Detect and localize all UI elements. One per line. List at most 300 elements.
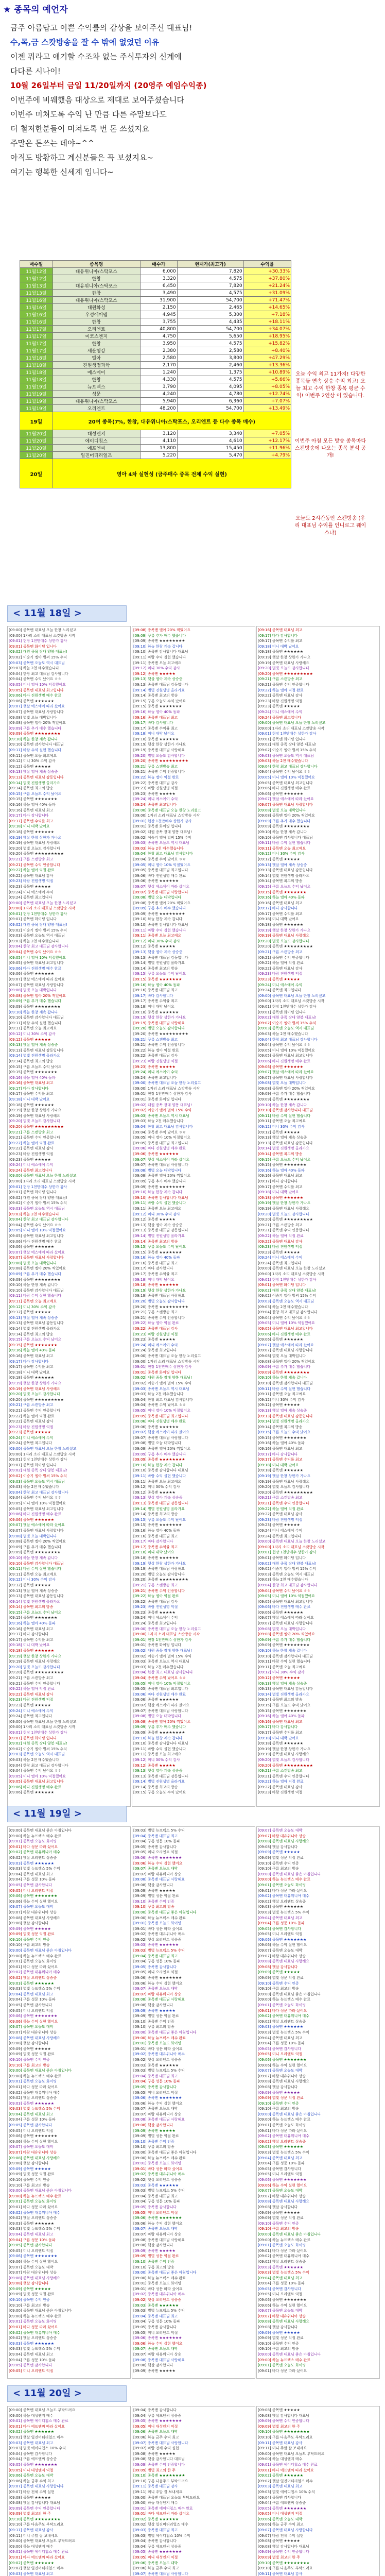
chat-line: [09:17] 바다 감사합니다: [258, 633, 298, 638]
chat-line: [09:02] 이승기 엘아 벌써 15% 수익: [133, 1654, 192, 1658]
chat-line: [09:17] 종목맨 수익률 최고: [9, 1092, 54, 1096]
intro-line: 다다른 시나이!: [10, 66, 61, 76]
chat-line: [09:11] 종목맨 오늘 최고예요: [258, 846, 306, 851]
chat-line: [09:09] 별빛 최고의 한 주: [9, 2512, 51, 2516]
chat-line: [09:13] 종목맨 대표님 감동입니다: [258, 868, 313, 873]
chat-line: [09:01] 바다 성문 따라 샀어요: [9, 2205, 58, 2209]
chat-line: [09:16] 하늘 엘아 40% 돌파: [133, 709, 180, 714]
chat-line: [09:12] 미니 30% 수익 감사: [133, 1757, 180, 1762]
chat-line: [09:09] 별빛 성문 익절 완료: [133, 1894, 179, 1899]
table-cell: 4,110: [140, 437, 177, 445]
table-cell: +12.74%: [243, 391, 291, 398]
table-row: [20, 383, 291, 391]
chat-line: [09:01] 종목맨 화이팅 입니다: [9, 644, 57, 649]
chat-line: [09:00] 종목맨 대표님 좋은 아침입니다: [258, 2112, 321, 2116]
chat-line: [09:14] 별빛 진원생명 올라가요: [9, 1327, 60, 1331]
header-cell: 수익률: [243, 261, 291, 268]
chat-line: [09:20] 종목맨 ★★★★★★★★★: [133, 1031, 188, 1036]
chat-line: [09:17] 종목맨 수익률 최고: [9, 1637, 54, 1642]
chat-line: [09:01] 현장 1천만매수 상한가 감사: [9, 1730, 67, 1735]
table-cell: 13,800: [140, 445, 177, 452]
table-cell: +10.89%: [243, 369, 291, 376]
chat-log: [258, 2408, 377, 2576]
table-cell: 11월17일: [20, 326, 53, 333]
chat-line: [09:08] 별빛 오늘 대박입니다: [9, 1261, 57, 1265]
chat-line: [09:03] 하늘 2천 매수했습니다: [133, 1392, 184, 1397]
chat-line: [09:08] 종목맨 엘아 20% 찍었어요: [9, 993, 66, 998]
chat-line: [09:20] 별빛 오늘도 감사합니다: [258, 666, 309, 671]
chat-line: [09:00] 종목맨 대표님 좋은 아침입니다: [9, 1948, 72, 1953]
chat-line: [09:09] 별빛 최고의 한 주: [258, 2424, 300, 2429]
chat-line: [09:03] 하늘 2천 매수했습니다: [9, 1757, 59, 1762]
chat-line: [09:00] 종목맨 대표님 오늘 한창 노리셨고: [258, 721, 326, 725]
chat-line: [09:21] 구름 스캔방송 최고: [258, 950, 303, 955]
chat-line: [09:19] 햇살 한창 상한가 가나요: [258, 655, 311, 659]
intro-line: 수,목,금 스캇방송을 잘 수 밖에 없었던 이유: [10, 38, 160, 47]
chat-line: [09:01] 종목맨 오늘도 화이팅: [9, 1959, 57, 1964]
chat-line: [09:21] 종목맨 수익 인증합니다: [258, 682, 309, 687]
chat-line: [09:00] 1자리 소리 대표님 스캇방송 시작: [258, 1545, 325, 1549]
chat-line: [09:10] 하늘 한창 계속 갑니다: [133, 644, 183, 649]
chat-line: [09:19] 종목맨 대표님 사랑해요: [133, 1567, 185, 1571]
chat-line: [09:06] 종목맨 ★★★★★★★: [133, 1976, 182, 1980]
chat-line: [09:04] 종목맨 수익 났어요 ㅎㅎ: [133, 1403, 186, 1408]
chat-line: [09:00] 하늘 대성엔지 매수: [9, 2413, 54, 2418]
chat-line: [09:05] 미니 대성엔지 익절: [133, 2555, 178, 2560]
chat-line: [09:00] 종목맨 대표님 오늘 한창 노리셨고: [9, 1719, 77, 1724]
chat-line: [09:03] 별빛 뉴프렉스 5% 수익: [258, 1910, 309, 1914]
chat-line: [09:12] 종목맨 ★★★★★: [133, 671, 176, 676]
chat-line: [09:07] 바람 대유위니아 상승: [9, 2030, 57, 2035]
chat-log: [9, 628, 128, 1804]
table-cell: 2,580: [140, 354, 177, 362]
header-cell: 매수가: [140, 261, 177, 268]
chat-line: [09:03] 종목맨 오늘도 역시 대표님: [133, 841, 189, 845]
chat-line: [09:07] 종목맨 오늘도 대박: [258, 1828, 303, 1833]
chat-line: [09:10] 구름 최고의 방송: [258, 2347, 299, 2351]
chat-line: [09:03] 별빛 뉴프렉스 5% 수익: [9, 2347, 60, 2351]
chat-line: [09:12] 종목맨 ★★★★★: [133, 944, 176, 949]
table-cell: 2,380: [140, 347, 177, 354]
chat-line: [09:09] 종목맨 ★★★★★★★★: [133, 639, 185, 643]
chat-line: [09:08] 종목맨 대표님 사랑해요: [9, 2156, 60, 2160]
chat-line: [09:04] 한창 최고 대표님 감사합니다: [258, 764, 318, 769]
chat-line: [09:18] 미니 대박 났어요: [133, 1550, 174, 1555]
chat-line: [09:20] 종목맨 ★★★★★★★★★: [133, 1304, 188, 1309]
chat-line: [09:01] 종목맨 오늘도 화이팅: [258, 2243, 306, 2248]
table-cell: +5.66%: [243, 376, 291, 383]
table-cell: +13.49%: [243, 405, 291, 412]
chat-line: [09:17] 종목맨 수익률 최고: [258, 1458, 303, 1462]
chat-line: [09:05] 종목맨 ★★★★★★★: [9, 2462, 58, 2467]
chat-line: [09:04] 종목맨 수익 났어요 ㅎㅎ: [133, 1130, 186, 1134]
chat-line: [09:13] 햇살 엘아 계속 상승중: [9, 1043, 58, 1047]
chat-line: [09:08] 종목맨 엘아 20% 찍었어요: [9, 1539, 66, 1544]
chat-line: [09:04] 구름 성문 10% 돌파: [258, 2041, 305, 2046]
chat-line: [09:07] 바람 전체 수익 실현: [258, 2533, 304, 2538]
chat-line: [09:18] 종목맨 ★★★★★★: [133, 1283, 179, 1287]
table-cell: +8.40%: [243, 347, 291, 354]
table-cell: 1,375: [177, 369, 243, 376]
table-cell: 세운행강: [52, 347, 140, 354]
chat-line: [09:11] 바람 수익 실현 했습니다: [133, 928, 186, 933]
chat-line: [09:01] 종목맨 오늘도 화이팅: [133, 1921, 182, 1926]
chat-line: [09:22] 종목맨 대표님 감사: [9, 873, 54, 878]
chat-line: [09:20] 별빛 오늘도 감사합니다: [133, 753, 185, 758]
chat-line: [09:11] 종목맨 오늘 최고예요: [9, 1299, 57, 1304]
chat-line: [09:21] 종목맨 수익 인증합니다: [9, 1681, 60, 1686]
table-cell: 11월18일: [20, 369, 53, 376]
chat-line: [09:21] 종목맨 수익 인증합니다: [258, 1774, 309, 1778]
chat-line: [09:08] 별빛 오늘 대박입니다: [9, 715, 57, 720]
chat-line: [09:05] 종목맨 감사합니다: [258, 2286, 302, 2291]
chat-line: [09:04] 구름 성문 10% 돌파: [133, 1839, 180, 1844]
chat-line: [09:19] 햇살 한창 상한가 가나요: [133, 1561, 186, 1566]
chat-line: [09:03] 별빛 에이디칩스 10% 수익: [258, 2489, 315, 2494]
chat-line: [09:08] 종목맨 엘아 20% 찍었어요: [133, 628, 190, 632]
chat-line: [09:12] 미니 30% 수익 감사: [258, 852, 305, 856]
chat-line: [09:02] 이승기 엘아 벌써 15% 수익: [133, 1381, 192, 1385]
chat-line: [09:03] 종목맨 ★★★★★★: [9, 2221, 55, 2226]
table-cell: 4,435: [177, 318, 243, 326]
chat-line: [09:09] 별빛 성문 익절 완료: [9, 2052, 55, 2057]
chat-line: [09:09] 종목맨 ★★★★★: [9, 1926, 51, 1931]
chat-line: [09:11] 미니 주말 잘 보내세요: [258, 2446, 307, 2451]
chat-line: [09:07] 햇살 에스에이 따라 샀어요: [9, 704, 65, 709]
chat-line: [09:00] 하늘 뉴프렉스 매수 완료: [133, 2036, 186, 2040]
chat-line: [09:01] 종목맨 오늘도 화이팅: [133, 2281, 182, 2286]
intro-line: 더 철저한분들이 미쳐도록 번 돈 쓰셨지요: [10, 124, 150, 133]
chat-line: [09:20] 종목맨 ★★★★★★★★★: [9, 1670, 64, 1675]
chat-line: [09:04] 구름 성문 10% 돌파: [9, 2238, 56, 2242]
table-cell: 6,360: [177, 398, 243, 405]
chat-line: [09:09] 종목맨 ★★★★★★★★: [133, 1184, 185, 1189]
table-cell: 3,755: [140, 318, 177, 326]
chat-line: [09:04] 종목맨 감사합니다: [258, 2495, 302, 2500]
table-cell: 11월17일: [20, 333, 53, 340]
table-cell: 엘아: [52, 354, 140, 362]
chat-line: [09:23] 바람 진원생명 익절: [9, 1152, 54, 1156]
chat-line: [09:10] 구름 최고의 방송: [258, 1987, 299, 1991]
table-cell: +34.07%: [243, 326, 291, 333]
chat-line: [09:11] 종목맨 오늘 최고예요: [133, 1752, 182, 1757]
chat-line: [09:03] 별빛 뉴프렉스 5% 수익: [9, 2107, 60, 2111]
chat-line: [09:18] 미니 대박 났어요: [9, 1643, 50, 1648]
chat-line: [09:10] 종목맨 감사합니다 대표님: [258, 1108, 313, 1113]
table-row: [20, 430, 291, 437]
chat-line: [09:03] 하늘 2천 매수했습니다: [9, 1212, 59, 1216]
chat-line: [09:17] 종목맨 수익률 최고: [258, 1184, 303, 1189]
chat-line: [09:02] 햇살 오리엔트 상승중: [258, 2139, 306, 2144]
chat-line: [09:13] 햇살 엘아 계속 상승중: [133, 950, 183, 955]
chat-line: [09:02] 종목맨 ★★★★★★: [133, 2517, 179, 2521]
chat-line: [09:08] 종목맨 대표님 사랑해요: [258, 2199, 309, 2204]
table-cell: 11월20일: [20, 452, 53, 459]
chat-line: [09:07] 햇살 에스에이 따라 샀어요: [133, 1703, 189, 1707]
chat-line: [09:11] 바람 수익 실현 했습니다: [9, 1294, 62, 1298]
chat-line: [09:18] 미니 대박 났어요: [9, 1370, 50, 1375]
chat-line: [09:00] 1자리 소리 대표님 스캇방송 시작: [9, 906, 76, 911]
chat-line: [09:06] 종목맨 오늘도 대박: [9, 2473, 54, 2478]
chat-line: [09:03] 종목맨 ★★★★★★: [9, 2101, 55, 2106]
chat-line: [09:02] 종목맨 대유위니아 매수: [133, 2172, 185, 2177]
chat-line: [09:17] 종목맨 수익률 최고: [133, 1545, 178, 1549]
chat-line: [09:01] 종목맨 화이팅 입니다: [258, 1283, 306, 1287]
chat-line: [09:04] 종목맨 수익 났어요 ㅎㅎ: [133, 857, 186, 861]
chat-line: [09:10] 종목맨 수익 인증: [9, 1937, 50, 1942]
table-cell: +18.11%: [243, 318, 291, 326]
chat-line: [09:17] 바다 감사합니다: [258, 906, 298, 911]
chat-line: [09:00] 1자리 소리 대표님 스캇방송 시작: [9, 1452, 76, 1456]
chat-line: [09:03] 종목맨 오늘도 역시 대표님: [133, 1113, 189, 1118]
intro-line: 이젠 뭐라고 얘기할 수조차 없는 주식투자의 신계에: [10, 52, 182, 61]
chat-line: [09:06] 바다 진원생명 매수 완료: [133, 873, 186, 878]
table-cell: 4,575: [177, 340, 243, 347]
table-cell: 진원생명과학: [52, 362, 140, 369]
chat-line: [09:04] 종목맨 대표님 최고: [133, 1834, 178, 1838]
chat-line: [09:22] 하늘 엘아 익절 완료: [258, 688, 304, 692]
chat-line: [09:09] 구름 추가 매수 했습니다: [258, 1637, 311, 1642]
chat-line: [09:03] 하늘 2천 매수했습니다: [133, 846, 184, 851]
chat-line: [09:07] 햇살 에스에이 따라 샀어요: [9, 1523, 65, 1528]
chat-line: [09:05] 종목맨 대표님 최고입니다: [133, 1141, 188, 1145]
chat-line: [09:01] 종목맨 오늘도 화이팅: [9, 2079, 57, 2084]
chat-line: [09:09] 종목맨 ★★★★★: [9, 2286, 51, 2291]
chat-line: [09:02] 이승기 엘아 벌써 15% 수익: [133, 835, 192, 840]
chat-line: [09:23] 바람 진원생명 익절: [258, 1517, 303, 1522]
chat-line: [09:00] 하늘 뉴프렉스 매수 완료: [9, 2074, 62, 2078]
chat-line: [09:13] 종목맨 대표님 감동입니다: [133, 955, 188, 960]
table-cell: +7.18%: [243, 311, 291, 318]
table-cell: 11월20일: [20, 437, 53, 445]
chat-line: [09:06] 바다 진원생명 매수 완료: [258, 786, 311, 791]
chat-line: [09:23] 바람 진원생명 익절: [9, 1698, 54, 1702]
chat-line: [09:01] 현장 1천만매수 상한가 감사: [133, 1092, 192, 1096]
chat-line: [09:21] 구름 스캔방송 최고: [258, 1769, 303, 1773]
chat-line: [09:20] 종목맨 ★★★★★★★★★: [9, 1397, 64, 1402]
chat-line: [09:04] 종목맨 감사합니다: [9, 2451, 52, 2456]
chat-line: [09:19] 종목맨 대표님 사랑해요: [9, 1113, 60, 1118]
title-text: 종목의 예언자: [14, 5, 68, 15]
chat-line: [09:02] 대원 종목 장대 양봉 대표님!: [9, 923, 67, 927]
chat-line: [09:23] 바람 진원생명 익절: [258, 1790, 303, 1795]
chat-line: [09:00] 종목맨 대표님 오늘도 부탁드려요: [258, 2451, 325, 2456]
chat-line: [09:02] 대원 종목 장대 양봉 대표님!: [9, 650, 67, 654]
chat-line: [09:03] 종목맨 오늘도 역시 대표님: [9, 934, 65, 938]
table-cell: 성문: [52, 391, 140, 398]
chat-line: [09:09] 구름 추가 매수 했습니다: [9, 726, 62, 731]
chat-line: [09:00] 종목맨 대표님 좋은 아침입니다: [9, 2069, 72, 2073]
chat-line: [09:13] 종목맨 대표님 감동입니다: [133, 682, 188, 687]
chat-line: [09:08] 햇살 감사합니다: [258, 2084, 298, 2089]
chat-line: [09:02] 햇살 일진머티리얼즈 매수: [133, 2522, 188, 2527]
table-cell: 4,780: [177, 391, 243, 398]
chat-line: [09:10] 종목맨 수익 인증: [133, 2139, 174, 2144]
chat-line: [09:04] 종목맨 수익 났어요 ㅎㅎ: [9, 677, 62, 682]
chat-line: [09:11] 종목맨 오늘 최고예요: [133, 934, 182, 938]
chat-line: [09:01] 종목맨 화이팅 입니다: [258, 737, 306, 741]
chat-line: [09:18] 종목맨 ★★★★★★: [9, 1376, 55, 1380]
chat-line: [09:14] 별빛 진원생명 올라가요: [9, 1054, 60, 1058]
table-cell: +47.29%: [243, 354, 291, 362]
chat-line: [09:02] 대원 종목 장대 양봉 대표님!: [133, 1103, 192, 1107]
chat-line: [09:04] 종목맨 대표님 최고: [9, 1992, 54, 1996]
chat-line: [09:07] 바람 대유위니아 상승: [258, 2074, 306, 2078]
table-row: [20, 452, 291, 459]
chat-line: [09:08] 종목맨 대표님 사랑해요: [9, 2276, 60, 2280]
chat-line: [09:19] 햇살 한창 상한가 가나요: [258, 928, 311, 933]
chat-line: [09:07] 바람 대유위니아 상승: [133, 1992, 182, 1996]
chat-line: [09:20] 별빛 오늘도 감사합니다: [133, 1026, 185, 1031]
chat-line: [09:09] 종목맨 수익 인증합니다: [9, 2506, 60, 2511]
chat-line: [09:10] 종목맨 수익 인증: [133, 1899, 174, 1904]
table-cell: 4,575: [177, 290, 243, 297]
chat-line: [09:06] 하늘 수익 실현 했어요: [133, 2101, 183, 2106]
chat-line: [09:07] 햇살 에스에이 따라 샀어요: [133, 1430, 189, 1435]
chat-line: [09:04] 구름 에프엔씨 상승중: [133, 2413, 182, 2418]
table-cell: 54,700: [177, 297, 243, 304]
chat-log: [9, 2408, 128, 2576]
chat-line: [09:08] 햇살 감사합니다 대표님: [258, 2413, 309, 2418]
chat-line: [09:21] 구름 스캔방송 최고: [9, 1403, 54, 1408]
chat-line: [09:11] 바람 수익 실현 했습니다: [133, 1474, 186, 1479]
chat-line: [09:09] 종목맨 ★★★★★★★★: [258, 1097, 310, 1102]
chat-line: [09:03] 별빛 뉴프렉스 5% 수익: [133, 1828, 185, 1833]
chat-line: [09:05] 종목맨 감사합니다: [133, 2084, 177, 2089]
chat-line: [09:04] 구름 성문 10% 돌파: [258, 2161, 305, 2166]
chat-line: [09:10] 종목맨 ★★★★★★★★: [133, 2473, 185, 2478]
chat-line: [09:16] 하늘 엘아 40% 돌파: [9, 1075, 56, 1080]
chat-line: [09:13] 햇살 엘아 계속 상승중: [9, 1315, 58, 1320]
intro-line: 이번주에 비웨했음 대상으로 제대로 보여주셨습니다: [10, 95, 184, 105]
chat-line: [09:12] 종목맨 ★★★★★: [258, 1403, 300, 1408]
chat-line: [09:02] 대원 종목 장대 양봉 대표님!: [258, 1561, 317, 1566]
chat-line: [09:10] 종목맨 감사합니다 대표님: [9, 1288, 64, 1293]
chat-line: [09:00] 1자리 소리 대표님 스캇방송 시작: [258, 726, 325, 731]
page-title: [3, 2, 382, 16]
chat-line: [09:16] 하늘 엘아 40% 돌파: [9, 803, 56, 807]
chat-line: [09:04] 한창 최고 대표님 감사합니다: [133, 1397, 193, 1402]
table-cell: 7,820: [177, 268, 243, 275]
chat-line: [09:22] 종목맨 대표님 감사: [258, 966, 303, 971]
chat-line: [09:13] 햇살 엘아 계속 상승중: [258, 1681, 307, 1686]
chat-line: [09:07] 햇살 에스에이 따라 샀어요: [9, 977, 65, 981]
intro-line: 금주 아름답고 이쁜 수익률의 감상을 보여주신 대표님!: [10, 23, 192, 32]
chat-line: [09:05] 미니 오리엔트 익절: [133, 1970, 178, 1975]
chat-line: [09:03] 종목맨 ★★★★★★: [258, 1905, 304, 1909]
chat-line: [09:06] 하늘 수익 실현 했어요: [258, 2303, 307, 2308]
chat-line: [09:20] 종목맨 ★★★★★★★★★: [258, 1490, 313, 1495]
chat-line: [09:07] 햇살 에스에이 따라 샀어요: [133, 1157, 189, 1162]
chat-line: [09:00] 종목맨 대표님 오늘도 부탁드려요: [133, 2495, 200, 2500]
chat-line: [09:15] 구름 오늘도 수익 났어요: [133, 1790, 186, 1795]
chat-line: [09:06] 종목맨 ★★★★★★★: [258, 2178, 307, 2182]
chat-line: [09:03] 종목맨 오늘도 역시 대표님: [133, 1386, 189, 1391]
chat-line: [09:05] 종목맨 ★★★★★★★: [133, 2550, 182, 2554]
chat-line: [09:22] 종목맨 대표님 감사: [133, 781, 178, 785]
chat-line: [09:19] 종목맨 대표님 사랑해요: [9, 1386, 60, 1391]
table-cell: 48,200: [140, 405, 177, 412]
chat-line: [09:00] 종목맨 대표님 좋은 아침입니다: [133, 2030, 197, 2035]
chat-line: [09:19] 햇살 한창 상한가 가나요: [258, 1201, 311, 1206]
chat-line: [09:21] 종목맨 수익 인증합니다: [133, 770, 185, 774]
chat-line: [09:06] 종목맨 ★★★★★★: [9, 699, 55, 703]
chat-line: [09:09] 종목맨 ★★★★★★★★: [133, 1458, 185, 1462]
chat-line: [09:08] 종목맨 대표님 사랑해요: [133, 1997, 185, 2002]
chat-line: [09:06] 하늘 수익 실현 했어요: [258, 2183, 307, 2188]
chat-line: [09:10] 구름 최고의 방송: [133, 2145, 174, 2149]
chat-line: [09:06] 하늘 수익 실현 했어요: [9, 2019, 58, 2024]
chat-line: [09:08] 종목맨 ★★★★★: [9, 2495, 51, 2500]
chat-line: [09:20] 별빛 오늘도 감사합니다: [258, 939, 309, 943]
chat-line: [09:08] 별빛 오늘 대박입니다: [133, 1714, 182, 1719]
chat-line: [09:13] 햇살 엘아 계속 상승중: [258, 1136, 307, 1140]
chat-line: [09:19] 햇살 한창 상한가 가나요: [133, 1015, 186, 1020]
table-cell: 4,095: [177, 383, 243, 391]
chat-line: [09:10] 하늘 한창 계속 갑니다: [258, 829, 307, 834]
chat-line: [09:13] 햇살 엘아 계속 상승중: [133, 1769, 183, 1773]
table-cell: 뉴프렉스: [52, 383, 140, 391]
chat-line: [09:21] 구름 스캔방송 최고: [133, 764, 178, 769]
chat-line: [09:00] 종목맨 대표님 오늘도 부탁드려요: [9, 2408, 76, 2412]
chat-line: [09:02] 햇살 오리엔트 상승중: [258, 2259, 306, 2264]
chat-line: [09:01] 현장 1천만매수 상한가 감사: [258, 732, 317, 736]
chat-line: [09:05] 미니 엘아 10% 익절했어요: [9, 1501, 66, 1505]
chat-line: [09:07] 햇살 에스에이 따라 샀어요: [133, 884, 189, 889]
chat-line: [09:07] 종목맨 대표님 사랑합니다: [9, 1256, 64, 1260]
table-cell: 11월20일: [20, 430, 53, 437]
chat-line: [09:19] 햇살 한창 상한가 가나요: [258, 1747, 311, 1751]
chat-line: [09:08] 햇살 감사합니다: [258, 1964, 298, 1969]
section-header-19: < 11월 19일 >: [7, 1806, 127, 1822]
chat-line: [09:08] 햇살 감사합니다: [258, 1844, 298, 1849]
chat-line: [09:22] 하늘 엘아 익절 완료: [258, 1780, 304, 1784]
chat-line: [09:24] 종목맨 최고입니다: [9, 1714, 52, 1719]
chat-line: [09:13] 종목맨 대표님 감동입니다: [133, 1774, 188, 1778]
chat-line: [09:06] 하늘 수익 실현 했어요: [9, 1899, 58, 1904]
chat-line: [09:03] 하늘 2천 매수했습니다: [9, 666, 59, 671]
chat-line: [09:10] 구름 다음주도 부탁드려요: [258, 2435, 313, 2439]
chat-line: [09:24] 미니 에스에이 수익: [9, 1708, 54, 1713]
chat-line: [09:06] 하늘 수익 실현 했어요: [258, 2063, 307, 2067]
chat-line: [09:00] 종목맨 대표님 오늘 한창 노리셨고: [9, 1174, 77, 1178]
chat-line: [09:07] 종목맨 대표님 사랑합니다: [258, 1348, 313, 1353]
chat-line: [09:08] 햇살 감사합니다: [9, 1921, 49, 1926]
chat-line: [09:06] 하늘 금주 수익 최고: [9, 2479, 55, 2483]
chat-line: [09:24] 미니 에스에이 수익: [9, 1435, 54, 1440]
chat-line: [09:11] 종목맨 대표님 감사: [133, 2484, 178, 2489]
chat-line: [09:13] 햇살 엘아 계속 상승중: [9, 1588, 58, 1593]
chat-line: [09:06] 종목맨 ★★★★★★★: [133, 2336, 182, 2341]
chat-line: [09:07] 종목맨 오늘도 대박: [9, 2265, 54, 2269]
chat-line: [09:18] 미니 대박 났어요: [9, 1097, 50, 1102]
chat-line: [09:15] 구름 오늘도 수익 났어요: [133, 1245, 186, 1249]
chat-line: [09:22] 종목맨 대표님 감사: [9, 1146, 54, 1151]
chat-line: [09:04] 구름 성문 10% 돌파: [9, 1877, 56, 1882]
table-cell: 한창: [52, 340, 140, 347]
chat-line: [09:06] 바다 진원생명 매수 완료: [133, 1419, 186, 1424]
chat-line: [09:02] 종목맨 대유위니아 매수: [9, 2330, 60, 2335]
chat-line: [09:09] 구름 추가 매수 했습니다: [133, 1179, 186, 1183]
chat-line: [09:11] 바람 수익 실현 했습니다: [258, 1386, 311, 1391]
chat-line: [09:00] 하늘 뉴프렉스 매수 완료: [9, 1834, 62, 1838]
chat-line: [09:19] 종목맨 대표님 사랑해요: [9, 1659, 60, 1664]
chat-line: [09:07] 바람 대유위니아 상승: [9, 2150, 57, 2155]
chat-line: [09:07] 바람 대유위니아 상승: [258, 2194, 306, 2198]
chat-line: [09:05] 미니 오리엔트 익절: [9, 2368, 54, 2373]
chat-line: [09:02] 종목맨 대유위니아 매수: [258, 2014, 309, 2019]
chat-line: [09:17] 바다 감사합니다: [133, 1539, 173, 1544]
